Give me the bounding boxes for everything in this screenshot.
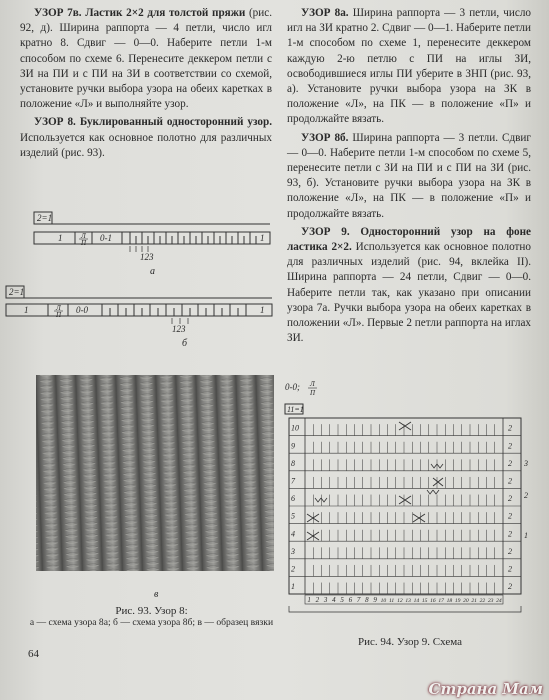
fig94-column-number: 4 — [332, 596, 336, 604]
scheme-b-row-frame — [6, 304, 272, 316]
fig94-column-number: 22 — [479, 598, 486, 604]
fig94-rows-label: 11=1 — [287, 405, 304, 414]
scheme-b-frac-bottom: П — [56, 311, 62, 319]
left-text-column — [20, 6, 272, 164]
photo-letter: в — [154, 589, 159, 600]
figure-94-caption: Рис. 94. Узор 9. Схема — [358, 636, 462, 648]
fig94-column-number: 23 — [487, 598, 494, 604]
scheme-a-cell-1: 1 — [58, 233, 63, 243]
fig94-side-numbers — [523, 459, 528, 540]
fig94-right-cell: 2 — [508, 476, 512, 486]
fig94-column-number: 20 — [463, 598, 469, 604]
scheme-b-needles: 123 — [172, 324, 186, 334]
heading-pattern-8a: УЗОР 8а. — [301, 7, 349, 19]
scheme-b-row-label: 2=1 — [9, 287, 25, 297]
fig94-cross-marks — [307, 422, 443, 540]
fig94-column-number: 16 — [430, 598, 436, 604]
fig94-row-number: 4 — [291, 529, 295, 539]
scheme-a-row-frame — [34, 232, 270, 244]
fig94-column-number: 12 — [397, 598, 403, 604]
scheme-a-end: 1 — [260, 233, 265, 243]
fig94-column-number: 11 — [389, 598, 395, 604]
body-pattern-7v: (рис. 92, д). Ширина раппорта — 4 петли, число игл кратно 8. Сдвиг — 0—0. Наберите петли 1-м способом по схеме 6. Перенесите деккером петли с ЗИ на ПИ и с ПИ на ЗИ в соответствии со схемой, установите ручки выбора узора на обеих каретках в положение «Л» и выполняйте узор. — [20, 7, 273, 111]
scheme-b-end: 1 — [260, 305, 265, 315]
figure-93-title: Рис. 93. Узор 8: — [115, 605, 188, 617]
fig94-row-number: 6 — [291, 494, 295, 504]
fig94-right-cell: 2 — [508, 529, 512, 539]
fig94-column-number: 8 — [365, 596, 369, 604]
subheading-pattern-8: Буклированный односторонний узор. — [79, 116, 272, 129]
fig94-column-number: 21 — [471, 598, 477, 604]
paragraph-pattern-7v — [20, 6, 272, 112]
body-pattern-8b: Ширина раппорта — 3 петли. Сдвиг — 0—0. Наберите петли 1-м способом по схеме 5, перенесите петли с ЗИ на ПИ и с ПИ на ЗИ (рис. 93, б). Установите ручки выбора узора на ЗК в положение «Л», на ПК — в положение «П» и продолжайте вязать. — [287, 131, 531, 220]
fig94-grid — [289, 418, 521, 594]
heading-pattern-7v: УЗОР 7в. — [34, 7, 82, 19]
fig94-row-number: 1 — [291, 582, 295, 592]
body-pattern-8: Используется как основное полотно для различных изделий (рис. 93). — [20, 131, 272, 159]
fig94-column-number: 17 — [438, 598, 444, 604]
fig94-right-cell: 2 — [508, 511, 512, 521]
fig94-side-1: 1 — [524, 531, 528, 540]
scheme-pattern-9 — [283, 378, 538, 628]
fig94-side-3: 3 — [524, 459, 528, 468]
scheme-a-shift: 0-1 — [100, 233, 112, 243]
scheme-a — [30, 208, 282, 288]
scheme-b-ticks — [102, 304, 246, 316]
fig94-row-number: 2 — [291, 564, 295, 574]
fig94-row-number: 3 — [291, 546, 295, 556]
fig94-row-number: 9 — [291, 441, 295, 451]
fig94-column-number: 7 — [356, 596, 361, 604]
body-pattern-8a: Ширина раппорта — 3 петли, число игл на ЗИ кратно 2. Сдвиг — 0—1. Наберите петли 1-м способом по схеме 1, перенесите деккером каждую 2-ю петлю с ПИ на иглы ЗИ, освободившиеся иглы ПИ уберите в ЗНП (рис. 93, а). Установите ручки выбора узора на ЗК в положение «Л», на ПК — в положение «П» и продолжайте вязать. — [287, 7, 531, 126]
fig94-row-number: 5 — [291, 511, 295, 521]
fig94-column-number: 19 — [454, 598, 461, 604]
fig94-right-cell: 2 — [508, 546, 512, 556]
fig94-column-number: 2 — [315, 596, 320, 604]
scheme-b-cell-1: 1 — [24, 305, 29, 315]
fig94-right-cell: 2 — [508, 494, 512, 504]
heading-pattern-9: УЗОР 9. — [301, 225, 350, 238]
fig94-column-number: 15 — [421, 598, 428, 604]
fig94-shift: 0-0; — [285, 382, 300, 392]
fig94-column-number: 13 — [405, 598, 411, 604]
fig94-frac-top: Л — [310, 380, 315, 388]
scheme-a-frac-bottom: П — [81, 239, 87, 247]
scheme-a-letter: а — [150, 266, 155, 277]
fig94-right-cell: 2 — [508, 423, 512, 433]
heading-pattern-8: УЗОР 8. — [34, 116, 76, 129]
paragraph-pattern-8b — [287, 131, 531, 222]
fig94-column-number: 1 — [307, 596, 311, 604]
heading-pattern-8b: УЗОР 8б. — [301, 131, 349, 144]
fig94-repeat-bracket — [289, 606, 521, 612]
page-number: 64 — [28, 648, 39, 660]
scheme-a-frac-top: Л — [81, 232, 86, 240]
scheme-b-shift: 0-0 — [76, 305, 88, 315]
fig94-row-number: 7 — [291, 476, 295, 486]
scheme-b-frac-top: Л — [56, 304, 61, 312]
fig94-row-number: 8 — [291, 458, 295, 468]
scheme-b — [2, 282, 277, 362]
figure-93-legend: а — схема узора 8а; б — схема узора 8б; в — образец вязки — [29, 617, 274, 628]
subheading-pattern-7v: Ластик 2×2 для толстой пряжи — [85, 7, 246, 19]
fig94-row-number: 10 — [291, 423, 299, 433]
knit-sample-photo — [36, 375, 274, 605]
scheme-a-row-label: 2=1 — [37, 213, 53, 223]
fig94-column-number: 5 — [340, 596, 344, 604]
fig94-right-cell: 2 — [508, 564, 512, 574]
fig94-column-number: 10 — [380, 598, 387, 604]
paragraph-pattern-9 — [287, 225, 531, 347]
fig94-column-number: 24 — [496, 598, 502, 604]
fig94-side-2: 2 — [524, 491, 528, 500]
fig94-right-cell: 2 — [508, 458, 512, 468]
fig94-frac-bottom: П — [310, 389, 316, 397]
right-text-column — [287, 6, 531, 349]
scheme-b-letter: б — [182, 338, 188, 349]
scheme-a-needles: 123 — [140, 252, 154, 262]
scheme-a-ticks — [122, 232, 256, 244]
fig94-column-numbers — [289, 595, 521, 612]
fig94-row-numbers — [290, 424, 512, 591]
subheading-pattern-9: Односторонний узор на фоне ластика 2×2. — [287, 225, 531, 254]
body-pattern-9: Используется как основное полотно для различных изделий (рис. 94, вклейка II). Ширина раппорта — 24 петли, Сдвиг — 0—0. Наберите петли так, как указано при описании узора 7а. Ручки выбора узора на обеих каретках в положении «Л». Первые 2 петли раппорта на иглах ЗИ. — [287, 241, 531, 345]
watermark-logo: Страна Мам — [428, 680, 543, 698]
fig94-column-number: 14 — [413, 598, 420, 604]
paragraph-pattern-8a — [287, 6, 531, 128]
figure-93-caption — [24, 605, 279, 629]
fig94-column-number: 3 — [323, 596, 328, 604]
fig94-column-number: 18 — [446, 598, 453, 604]
fig94-right-cell: 2 — [508, 441, 512, 451]
fig94-column-number: 6 — [348, 596, 353, 604]
fig94-column-number: 9 — [373, 596, 377, 604]
fig94-right-cell: 2 — [508, 582, 512, 592]
paragraph-pattern-8 — [20, 115, 272, 161]
